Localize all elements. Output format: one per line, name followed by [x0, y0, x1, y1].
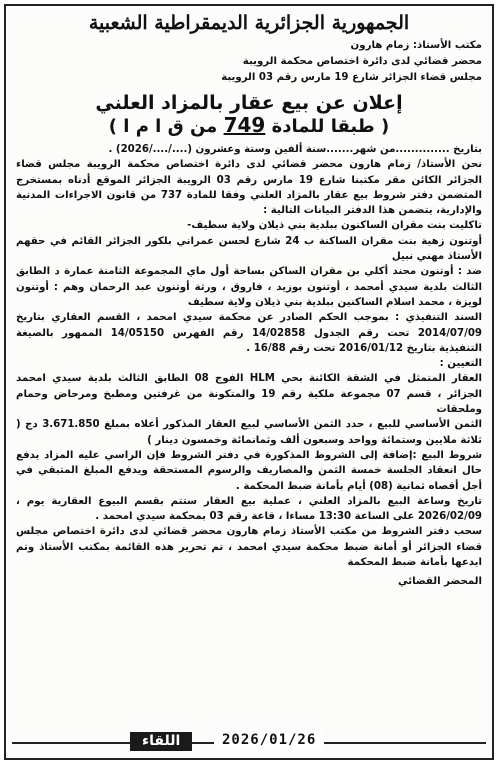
legal-notice [4, 4, 494, 760]
publication-date: 2026/01/26 [214, 732, 324, 748]
subtitle-suffix: من ق ا م ا ) [108, 116, 218, 137]
notice-title: إعلان عن بيع عقار بالمزاد العلني [95, 92, 403, 114]
article-number: 749 [223, 113, 266, 137]
notice-body [16, 142, 482, 570]
republic-header: الجمهورية الجزائرية الديمقراطية الشعبية [88, 12, 410, 34]
office-line: مكتب الأستاذ: زمام هارون [350, 40, 482, 51]
paragraph-auction-date: تاريخ وساعة البيع بالمزاد العلني ، عملية بيع العقار ستتم بقسم البيوع العقارية يوم ، 2026/02/09 على الساعة 13:30 مساءا ، قاعة رقم 03 بمحكمة سيدي امحمد . [16, 495, 482, 523]
subtitle-prefix: ( طبقا للمادة [271, 116, 390, 137]
footer-bar [6, 732, 492, 754]
newspaper-name: اللقاء [130, 732, 192, 751]
paragraph-party-2: أوتنون زهية بنت مقران الساكنة ب 24 شارع لحسن عمراني بلكور الجزائر القائم في حقهم الأستاذ مهني نبيل [16, 235, 482, 263]
paragraph-date: بتاريخ ..............من شهر.......سنة ألفين وستة وعشرون (..../..../2026) . [108, 144, 482, 155]
paragraph-conditions: شروط البيع :إضافة إلى الشروط المذكورة في دفتر الشروط فإن الراسي عليه المزاد يدفع حال انعقاد الجلسة خمسة الثمن والمصاريف والرسوم المستحقة ويدفع المبلغ المتبقي في أجل أقصاه ثمانية (08) أيام بأمانة ضبط المحكمة . [16, 449, 482, 492]
court-line: مجلس قضاء الجزائر شارع 19 مارس رقم 03 الرويبة [221, 72, 482, 83]
paragraph-defendants: ضد : أوتنون محند أكلي بن مقران الساكن بساحة أول ماي المجموعة الثامنة عمارة د الطابق الثالث بلدية سيدي أمحمد ، أوتنون بوزيد ، فاروق ، ورثة أوتنون عبد الرحمان وهم : أوتنون لويزة ، محمد اسلام الساكنين ببلدية بني ذيلان ولاية سطيف [16, 266, 482, 308]
paragraph-title-deed: السند التنفيذي : بموجب الحكم الصادر عن محكمة سيدي امحمد ، القسم العقاري بتاريخ 2014/07/09 تحت رقم الجدول 14/02858 رقم الفهرس 14/05150 الممهور بالصيغة التنفيذية بتاريخ 2016/01/12 تحت رقم 16/88 . [16, 312, 482, 354]
paragraph-designation-heading: التعيين : [439, 358, 482, 370]
paragraph-withdrawal: سحب دفتر الشروط من مكتب الأستاذ زمام هارون محضر قضائي لدى دائرة اختصاص مجلس قضاء الجزائر أو أمانة ضبط محكمة سيدي امحمد ، تم تحرير هذه القائمة بمكتب الأستاذ وتم ايدعها بأمانة ضبط المحكمة [16, 526, 482, 569]
role-line: محضر قضائي لدى دائرة اختصاص محكمة الرويبة [242, 56, 482, 67]
paragraph-intro: نحن الأستاذ/ زمام هارون محضر قضائي لدى دائرة اختصاص محكمة الرويبة مجلس قضاء الجزائر الكائن مقر مكتبنا شارع 19 مارس رقم 03 الرويبة الجزائر الموقع أدناه بمستخرج المتضمن دفتر شروط بيع عقار بالمزاد العلني وفقا للمادة 737 من قانون الاجراءات المدنية والإدارية، يتضمن هذا الدفتر البيانات التالية : [16, 159, 482, 217]
notice-subtitle [6, 114, 492, 138]
paragraph-party-1: تاكليت بنت مقران الساكنون ببلدية بني ذيلان ولاية سطيف- [187, 220, 482, 232]
paragraph-price: الثمن الأساسي للبيع ، حدد الثمن الأساسي لبيع العقار المذكور أعلاه بمبلغ 3.671.850 دج ( ثلاثة ملايين وستمائة وواحد وسبعون ألف وثمانمائة وخمسون دينار ) [16, 419, 482, 446]
paragraph-property: العقار المتمثل في الشقة الكائنة بحي HLM الفوج 08 الطابق الثالث بلدية سيدي امحمد الجزائر ، قسم 07 مجموعة ملكية رقم 19 والمتكونة من غرفتين ومطبخ ومرحاض وحمام وملحقات [16, 373, 482, 416]
signature: المحضر القضائي [397, 576, 482, 588]
